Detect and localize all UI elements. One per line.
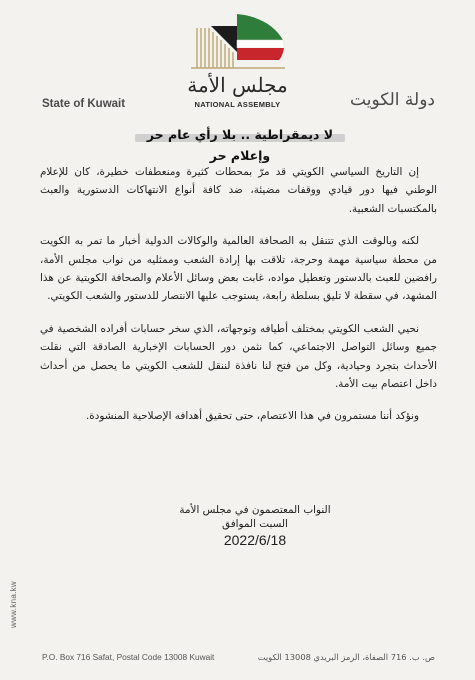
- state-of-kuwait-ar: دولة الكويت: [350, 90, 435, 110]
- logo-red-stripe: [237, 48, 284, 60]
- paragraph-2: لكنه وبالوقت الذي تتنقل به الصحافة العالمية والوكالات الدولية أخبار ما تمر به الكويت من محطة سياسية مهمة وحرجة، تلاقت بها إرادة الشعب وممثليه من نواب مجلس الأمة، رافضين للعبث بالدستور وتعطيل مواده، غابت بعض وسائل الأعلام والصحافة الكويتية عن هذا المشهد، في سقطة لا تليق بسلطة رابعة، يستوجب عليها الانتصار للدستور والشعب الكويتي.: [40, 235, 437, 303]
- signature-block: [150, 503, 360, 549]
- state-of-kuwait-en: State of Kuwait: [42, 98, 126, 110]
- signature-date: 2022/6/18: [223, 532, 287, 548]
- footer: [0, 652, 475, 666]
- signature-line-2: السبت الموافق: [222, 518, 288, 530]
- side-website-url: www.kna.kw: [9, 580, 18, 628]
- logo-english-text: NATIONAL ASSEMBLY: [194, 100, 281, 109]
- logo-white-stripe: [237, 40, 284, 48]
- letter-body: [40, 163, 437, 440]
- paragraph-4: ونؤكد أننا مستمرون في هذا الاعتصام، حتى تحقيق أهدافه الإصلاحية المنشودة.: [86, 410, 419, 423]
- headline: [135, 124, 345, 163]
- footer-address-en: P.O. Box 716 Safat, Postal Code 13008 Kuwait: [42, 652, 215, 662]
- headline-text: لا ديمقراطية .. بلا رأي عام حر وإعلام حر: [146, 127, 334, 163]
- footer-address-ar: ص. ب. 716 الصفاة، الرمز البريدي 13008 الكويت: [257, 652, 435, 662]
- signature-line-1: النواب المعتصمون في مجلس الأمة: [179, 504, 331, 516]
- paragraph-3: نحيي الشعب الكويتي بمختلف أطيافه وتوجهاته، الذي سخر حسابات أفراده الشخصية في جميع وسائل التواصل الاجتماعي، كما نثمن دور الحسابات الإخبارية الصادقة التي نقلت الأحداث بتجرد وحيادية، وكل من فتح لنا نافذة لننقل للشعب الكويتي ما يحصل من أحداث داخل اعتصام بيت الأمة.: [40, 322, 437, 391]
- logo-arabic-text: مجلس الأمة: [187, 73, 288, 97]
- paragraph-1: إن التاريخ السياسي الكويتي قد مرّ بمحطات كثيرة ومنعطفات خطيرة، كان للإعلام الوطني فيها دور قيادي ووقفات مضيئة، ضد كافة أنواع الانتهاكات الدستورية والعبث بالمكتسبات الشعبية.: [40, 166, 437, 215]
- logo-black-stripe: [211, 26, 237, 52]
- national-assembly-logo-icon: [189, 12, 289, 70]
- logo-green-stripe: [237, 14, 283, 40]
